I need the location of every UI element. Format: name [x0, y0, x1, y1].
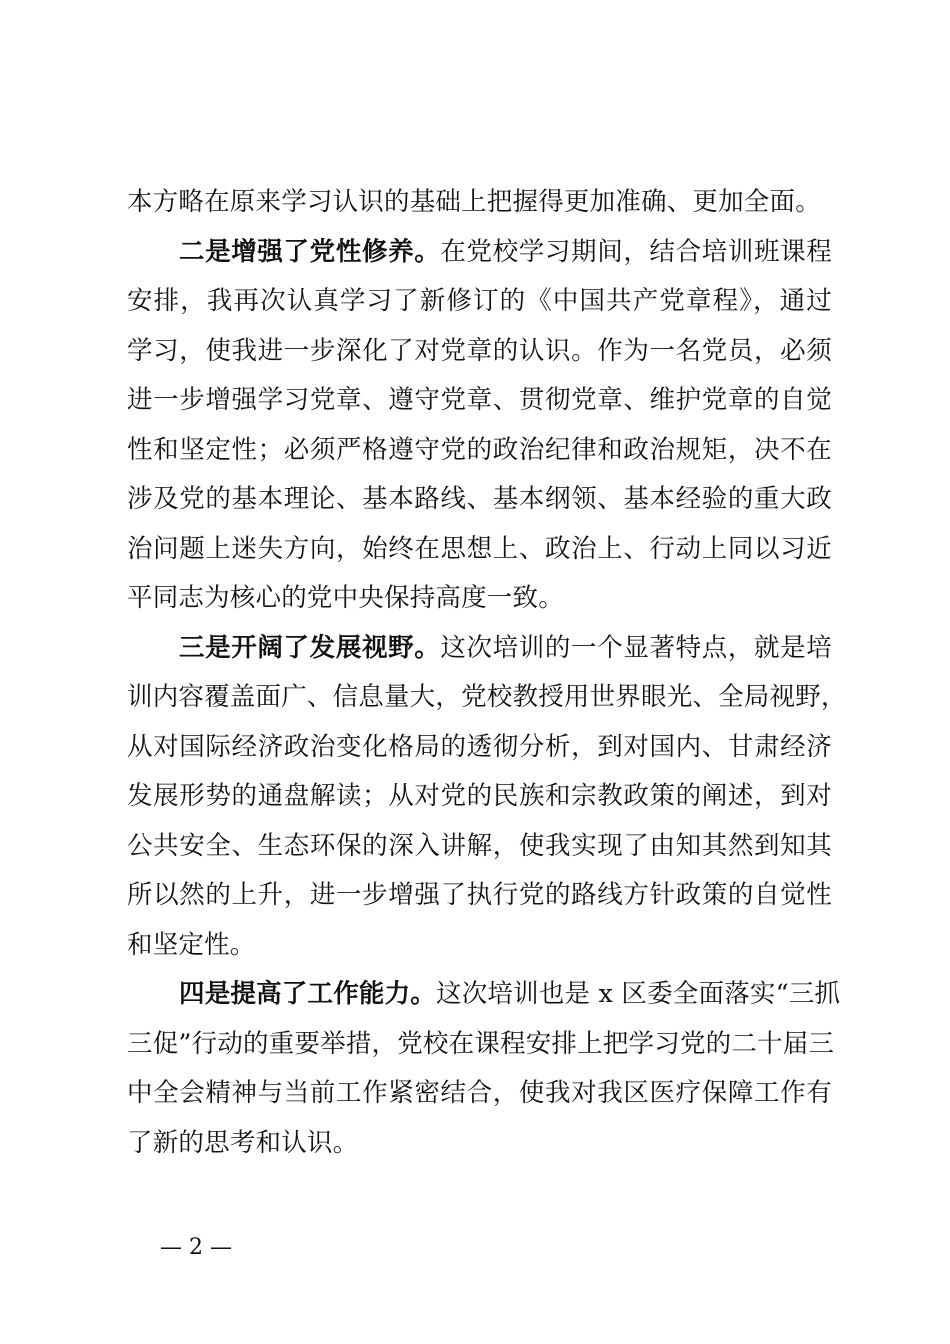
paragraph-line: 性和坚定性；必须严格遵守党的政治纪律和政治规矩，决不在	[127, 434, 832, 465]
paragraph-line: 公共安全、生态环保的深入讲解，使我实现了由知其然到知其	[127, 830, 832, 861]
paragraph-line: 涉及党的基本理论、基本路线、基本纲领、基本经验的重大政	[127, 484, 832, 514]
paragraph-lead: 三是开阔了发展视野。	[179, 632, 441, 663]
paragraph-lead: 二是增强了党性修养。	[179, 236, 441, 267]
paragraph-lead: 四是提高了工作能力。	[179, 979, 437, 1009]
paragraph-line: 所以然的上升，进一步增强了执行党的路线方针政策的自觉性	[127, 880, 832, 910]
paragraph-line: 训内容覆盖面广、信息量大，党校教授用世界眼光、全局视野，	[127, 682, 847, 712]
paragraph-line: 发展形势的通盘解读；从对党的民族和宗教政策的阐述，到对	[127, 781, 832, 811]
paragraph-line: 和坚定性。	[127, 929, 256, 960]
paragraph-line: 进一步增强学习党章、遵守党章、贯彻党章、维护党章的自觉	[127, 385, 832, 415]
paragraph-line: 中全会精神与当前工作紧密结合，使我对我区医疗保障工作有	[127, 1078, 832, 1108]
paragraph-first-rest: 在党校学习期间，结合培训班课程	[440, 236, 832, 267]
page-number: — 2 —	[160, 1235, 232, 1260]
paragraph-first-rest: 这次培训的一个显著特点，就是培	[440, 632, 832, 663]
paragraph-line: 本方略在原来学习认识的基础上把握得更加准确、更加全面。	[127, 187, 821, 217]
paragraph-line: 治问题上迷失方向，始终在思想上、政治上、行动上同以习近	[127, 533, 832, 564]
paragraph-first-rest: 这次培训也是 x 区委全面落实“三抓	[436, 979, 841, 1009]
paragraph-line: 学习，使我进一步深化了对党章的认识。作为一名党员，必须	[127, 335, 832, 366]
body-text	[127, 178, 847, 1168]
paragraph-line: 安排，我再次认真学习了新修订的《中国共产党章程》，通过	[127, 286, 832, 316]
paragraph-line: 从对国际经济政治变化格局的透彻分析，到对国内、甘肃经济	[127, 731, 832, 762]
paragraph-first-line	[127, 624, 832, 674]
paragraph-line: 平同志为核心的党中央保持高度一致。	[127, 583, 564, 613]
paragraph-line: 了新的思考和认识。	[127, 1127, 359, 1158]
paragraph-line: 三促”行动的重要举措，党校在课程安排上把学习党的二十届三	[127, 1028, 835, 1059]
paragraph-first-line	[127, 970, 841, 1020]
paragraph-first-line	[127, 228, 832, 278]
